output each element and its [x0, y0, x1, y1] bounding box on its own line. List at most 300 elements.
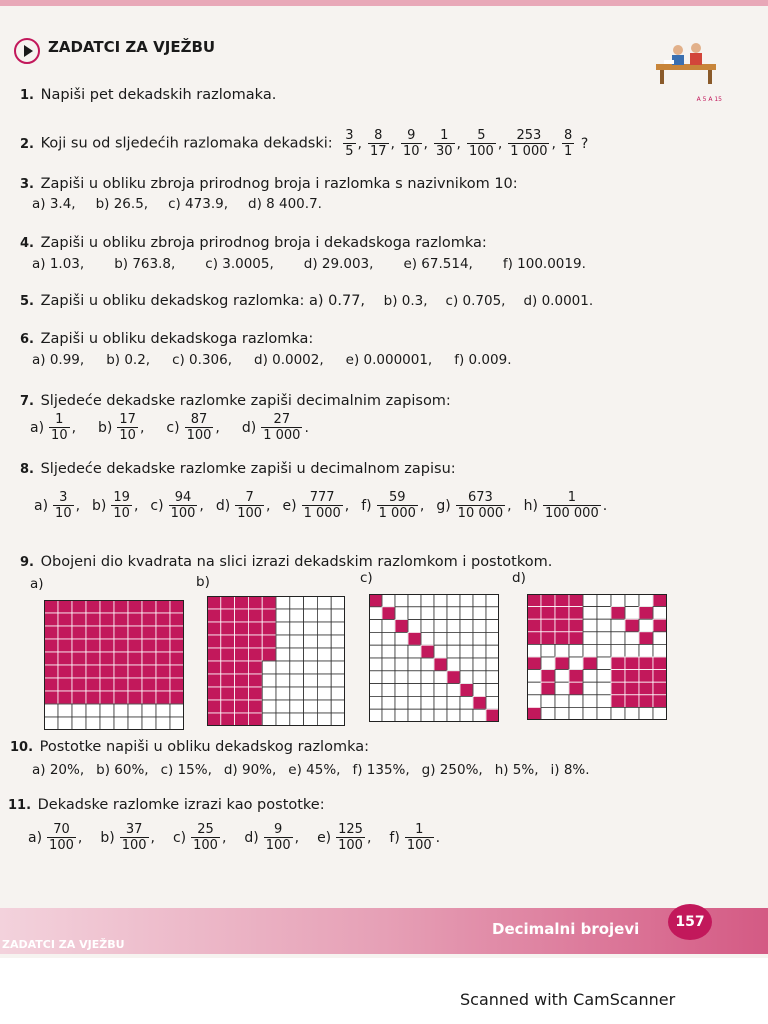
empty-cell [473, 632, 486, 645]
empty-cell [486, 684, 499, 697]
filled-cell [44, 678, 58, 691]
filled-cell [100, 691, 114, 704]
empty-cell [382, 632, 395, 645]
empty-cell [447, 594, 460, 607]
filled-cell [170, 678, 184, 691]
empty-cell [473, 684, 486, 697]
task-4 [20, 234, 487, 253]
page-top-edge [0, 0, 768, 6]
empty-cell [653, 632, 667, 645]
filled-cell [235, 700, 249, 713]
empty-cell [421, 632, 434, 645]
empty-cell [447, 658, 460, 671]
fraction [405, 822, 434, 853]
empty-cell [611, 632, 625, 645]
item: a) 3.4, [32, 196, 76, 212]
item-label: a) [34, 497, 49, 514]
grid-d [527, 594, 667, 720]
item-label: a) [30, 419, 45, 436]
empty-cell [597, 594, 611, 607]
empty-cell [276, 700, 290, 713]
item: f) 100.0019. [502, 256, 586, 272]
denominator: 10 [402, 144, 420, 159]
filled-cell [569, 632, 583, 645]
filled-cell [235, 609, 249, 622]
filled-cell [527, 632, 541, 645]
filled-cell [235, 596, 249, 609]
denominator: 17 [369, 144, 387, 159]
numerator: 1 [543, 490, 601, 506]
filled-cell [541, 619, 555, 632]
empty-cell [331, 609, 345, 622]
item-label: e) [317, 829, 332, 846]
fraction [302, 490, 343, 521]
filled-cell [44, 639, 58, 652]
empty-cell [611, 594, 625, 607]
empty-cell [625, 644, 639, 657]
empty-cell [583, 682, 597, 695]
fraction [264, 822, 293, 853]
task-number: 10. [10, 740, 34, 755]
filled-cell [72, 678, 86, 691]
item-label: c) [172, 829, 187, 846]
filled-cell [486, 709, 499, 722]
empty-cell [597, 632, 611, 645]
filled-cell [555, 619, 569, 632]
task-number: 7. [20, 394, 34, 409]
filled-cell [382, 607, 395, 620]
task-11-fractions [28, 822, 444, 853]
footer-left-tab: ZADATCI ZA VJEŽBU [2, 938, 125, 951]
denominator: 100 [406, 838, 432, 853]
empty-cell [86, 704, 100, 717]
item-label: e) [282, 497, 297, 514]
task-number: 2. [20, 136, 34, 152]
empty-cell [597, 644, 611, 657]
item: i) 8%. [550, 762, 590, 778]
filled-cell [114, 652, 128, 665]
empty-cell [290, 609, 304, 622]
filled-cell [235, 648, 249, 661]
empty-cell [653, 644, 667, 657]
filled-cell [639, 670, 653, 683]
filled-cell [248, 622, 262, 635]
filled-cell [625, 619, 639, 632]
filled-cell [58, 665, 72, 678]
task-text: Koji su od sljedećih razlomaka dekadski: [40, 135, 333, 152]
separator: , [266, 497, 271, 514]
grid-a [44, 600, 184, 730]
students-at-desk-icon [650, 40, 722, 92]
filled-cell [128, 639, 142, 652]
filled-cell [541, 632, 555, 645]
filled-cell [114, 665, 128, 678]
filled-cell [555, 632, 569, 645]
numerator: 17 [119, 412, 136, 427]
denominator: 5 [345, 144, 354, 159]
empty-cell [473, 658, 486, 671]
empty-cell [408, 696, 421, 709]
filled-cell [541, 594, 555, 607]
filled-cell [569, 594, 583, 607]
fraction [562, 128, 574, 159]
empty-cell [369, 709, 382, 722]
empty-cell [447, 632, 460, 645]
empty-cell [625, 607, 639, 620]
task-7 [20, 392, 451, 411]
filled-cell [58, 626, 72, 639]
empty-cell [128, 717, 142, 730]
empty-cell [447, 709, 460, 722]
filled-cell [100, 678, 114, 691]
empty-cell [395, 709, 408, 722]
filled-cell [86, 600, 100, 613]
filled-cell [625, 682, 639, 695]
empty-cell [369, 620, 382, 633]
hundred-grid-c [369, 594, 499, 722]
empty-cell [382, 671, 395, 684]
filled-cell [170, 665, 184, 678]
empty-cell [434, 684, 447, 697]
empty-cell [156, 704, 170, 717]
task-6 [20, 330, 313, 349]
item-label: d) [241, 419, 257, 436]
empty-cell [527, 682, 541, 695]
empty-cell [304, 661, 318, 674]
numerator: 25 [191, 822, 220, 838]
fraction [434, 128, 455, 159]
task-6-items [32, 352, 533, 368]
filled-cell [569, 607, 583, 620]
numerator: 37 [120, 822, 149, 838]
empty-cell [290, 596, 304, 609]
scanner-watermark: Scanned with CamScanner [460, 990, 676, 1009]
filled-cell [221, 596, 235, 609]
classroom-illustration [650, 40, 722, 103]
denominator: 10 [113, 506, 130, 521]
task-number: 11. [8, 798, 32, 813]
filled-cell [207, 713, 221, 726]
fraction [47, 822, 76, 853]
empty-cell [421, 671, 434, 684]
empty-cell [541, 707, 555, 720]
empty-cell [541, 644, 555, 657]
filled-cell [639, 607, 653, 620]
empty-cell [276, 674, 290, 687]
empty-cell [583, 607, 597, 620]
fraction [456, 490, 506, 521]
empty-cell [527, 695, 541, 708]
denominator: 10 [119, 428, 136, 443]
item: e) 45%, [288, 762, 341, 778]
filled-cell [156, 600, 170, 613]
empty-cell [486, 671, 499, 684]
fraction [169, 490, 198, 521]
filled-cell [221, 622, 235, 635]
task-number: 9. [20, 555, 34, 570]
empty-cell [597, 619, 611, 632]
item: b) 0.2, [106, 352, 151, 368]
empty-cell [331, 596, 345, 609]
separator: , [419, 497, 425, 514]
empty-cell [304, 648, 318, 661]
filled-cell [58, 639, 72, 652]
task-text: Postotke napiši u obliku dekadskog razlomka: [39, 739, 369, 755]
denominator: 100 [468, 144, 494, 159]
empty-cell [276, 622, 290, 635]
empty-cell [625, 594, 639, 607]
empty-cell [142, 717, 156, 730]
denominator: 100 [49, 838, 74, 853]
filled-cell [128, 600, 142, 613]
empty-cell [434, 709, 447, 722]
empty-cell [460, 671, 473, 684]
numerator: 673 [456, 490, 506, 506]
empty-cell [262, 700, 276, 713]
filled-cell [611, 657, 625, 670]
empty-cell [486, 658, 499, 671]
empty-cell [317, 648, 331, 661]
denominator: 100 [265, 838, 291, 853]
empty-cell [382, 696, 395, 709]
filled-cell [653, 682, 667, 695]
empty-cell [317, 622, 331, 635]
filled-cell [142, 639, 156, 652]
empty-cell [304, 713, 318, 726]
empty-cell [639, 619, 653, 632]
filled-cell [639, 695, 653, 708]
numerator: 1 [434, 128, 455, 144]
filled-cell [114, 639, 128, 652]
empty-cell [434, 645, 447, 658]
task-2 [20, 128, 592, 159]
empty-cell [460, 594, 473, 607]
hundred-grid-a [44, 600, 184, 730]
item: e) 67.514, [403, 256, 473, 272]
item: b) 26.5, [95, 196, 149, 212]
task-number: 4. [20, 236, 34, 251]
fraction [467, 128, 496, 159]
filled-cell [44, 691, 58, 704]
filled-cell [248, 700, 262, 713]
filled-cell [653, 619, 667, 632]
filled-cell [653, 594, 667, 607]
filled-cell [221, 648, 235, 661]
numerator: 9 [264, 822, 293, 838]
filled-cell [611, 682, 625, 695]
filled-cell [235, 713, 249, 726]
empty-cell [262, 674, 276, 687]
empty-cell [317, 687, 331, 700]
empty-cell [486, 620, 499, 633]
task-10-items [32, 762, 602, 778]
task-3 [20, 175, 518, 194]
empty-cell [597, 682, 611, 695]
denominator: 1 [563, 144, 573, 159]
empty-cell [317, 674, 331, 687]
empty-cell [447, 645, 460, 658]
task-5 [20, 292, 611, 311]
task-text: Zapiši u obliku zbroja prirodnog broja i dekadskoga razlomka: [40, 235, 487, 251]
separator: , [551, 135, 556, 152]
empty-cell [527, 644, 541, 657]
empty-cell [262, 687, 276, 700]
empty-cell [304, 674, 318, 687]
empty-cell [434, 632, 447, 645]
filled-cell [86, 626, 100, 639]
filled-cell [653, 670, 667, 683]
empty-cell [290, 661, 304, 674]
filled-cell [541, 682, 555, 695]
grid-label-b: b) [196, 574, 210, 590]
filled-cell [639, 657, 653, 670]
filled-cell [262, 622, 276, 635]
empty-cell [369, 658, 382, 671]
filled-cell [86, 691, 100, 704]
empty-cell [434, 620, 447, 633]
fraction [49, 412, 70, 443]
filled-cell [527, 594, 541, 607]
numerator: 59 [377, 490, 418, 506]
filled-cell [207, 622, 221, 635]
empty-cell [473, 709, 486, 722]
filled-cell [156, 665, 170, 678]
empty-cell [114, 704, 128, 717]
empty-cell [473, 607, 486, 620]
filled-cell [100, 639, 114, 652]
filled-cell [235, 687, 249, 700]
filled-cell [128, 652, 142, 665]
empty-cell [583, 695, 597, 708]
empty-cell [569, 657, 583, 670]
empty-cell [611, 644, 625, 657]
empty-cell [569, 644, 583, 657]
empty-cell [304, 596, 318, 609]
numerator: 94 [169, 490, 198, 506]
empty-cell [460, 632, 473, 645]
task-number: 3. [20, 177, 34, 192]
separator: , [77, 829, 83, 846]
hundred-grid-d [527, 594, 667, 720]
filled-cell [262, 609, 276, 622]
fraction [343, 128, 355, 159]
filled-cell [86, 639, 100, 652]
item: e) 0.000001, [345, 352, 433, 368]
separator: , [294, 829, 300, 846]
empty-cell [382, 645, 395, 658]
empty-cell [408, 594, 421, 607]
empty-cell [583, 644, 597, 657]
denominator: 10 [55, 506, 72, 521]
empty-cell [395, 658, 408, 671]
empty-cell [639, 594, 653, 607]
filled-cell [58, 600, 72, 613]
empty-cell [331, 687, 345, 700]
separator: , [199, 497, 204, 514]
denominator: 10 [51, 428, 68, 443]
filled-cell [156, 639, 170, 652]
filled-cell [611, 607, 625, 620]
empty-cell [460, 658, 473, 671]
numerator: 253 [508, 128, 549, 144]
filled-cell [100, 613, 114, 626]
empty-cell [304, 700, 318, 713]
filled-cell [248, 609, 262, 622]
filled-cell [248, 661, 262, 674]
filled-cell [235, 661, 249, 674]
empty-cell [434, 696, 447, 709]
filled-cell [235, 622, 249, 635]
item-label: f) [361, 497, 372, 514]
filled-cell [142, 652, 156, 665]
empty-cell [460, 620, 473, 633]
empty-cell [128, 704, 142, 717]
separator: . [435, 829, 441, 846]
filled-cell [611, 695, 625, 708]
item-label: b) [100, 829, 115, 846]
item: a) 0.99, [32, 352, 85, 368]
numerator: 3 [53, 490, 74, 506]
empty-cell [395, 607, 408, 620]
item: d) 0.0001. [523, 293, 594, 309]
task-3-items [32, 196, 342, 212]
empty-cell [276, 661, 290, 674]
filled-cell [86, 678, 100, 691]
filled-cell [434, 658, 447, 671]
empty-cell [653, 607, 667, 620]
filled-cell [142, 613, 156, 626]
filled-cell [170, 652, 184, 665]
empty-cell [460, 607, 473, 620]
task-text: Napiši pet dekadskih razlomaka. [40, 87, 277, 103]
filled-cell [221, 674, 235, 687]
filled-cell [170, 626, 184, 639]
empty-cell [276, 648, 290, 661]
empty-cell [597, 707, 611, 720]
empty-cell [421, 684, 434, 697]
filled-cell [583, 657, 597, 670]
hundred-grid-b [207, 596, 345, 726]
empty-cell [369, 684, 382, 697]
numerator: 9 [401, 128, 422, 144]
filled-cell [569, 682, 583, 695]
task-text: Sljedeće dekadske razlomke zapiši u decimalnom zapisu: [40, 461, 456, 477]
filled-cell [156, 652, 170, 665]
filled-cell [58, 691, 72, 704]
numerator: 87 [185, 412, 214, 428]
empty-cell [569, 707, 583, 720]
empty-cell [460, 645, 473, 658]
denominator: 1 000 [510, 144, 548, 159]
filled-cell [142, 678, 156, 691]
filled-cell [248, 713, 262, 726]
item-label: d) [244, 829, 259, 846]
task-10 [10, 738, 369, 757]
empty-cell [142, 704, 156, 717]
empty-cell [421, 709, 434, 722]
task-text: Sljedeće dekadske razlomke zapiši decimalnim zapisom: [40, 393, 451, 409]
empty-cell [304, 622, 318, 635]
filled-cell [114, 678, 128, 691]
filled-cell [248, 635, 262, 648]
separator: , [133, 497, 139, 514]
item: c) 3.0005, [205, 256, 274, 272]
empty-cell [317, 635, 331, 648]
empty-cell [331, 713, 345, 726]
filled-cell [248, 687, 262, 700]
empty-cell [408, 645, 421, 658]
task-4-items [32, 256, 616, 272]
